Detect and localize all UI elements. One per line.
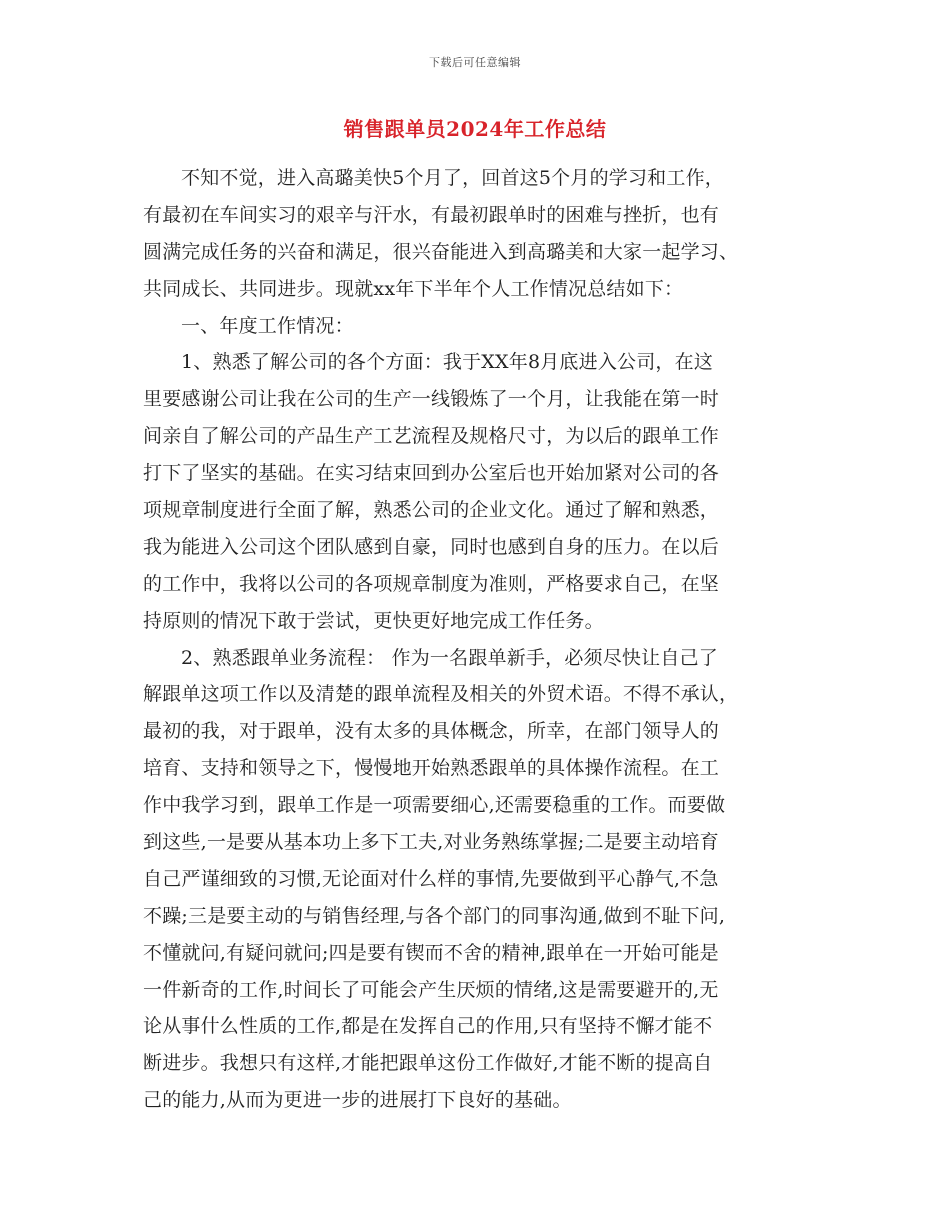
paragraph-line: 不知不觉，进入高璐美快5个月了，回首这5个月的学习和工作， bbox=[181, 167, 724, 189]
section-heading: 一、年度工作情况： bbox=[181, 314, 354, 337]
paragraph-line: 不懂就问,有疑问就问;四是要有锲而不舍的精神,跟单在一开始可能是 bbox=[143, 941, 719, 964]
paragraph-line: 断进步。我想只有这样,才能把跟单这份工作做好,才能不断的提高自 bbox=[143, 1052, 713, 1075]
paragraph-line: 间亲自了解公司的产品生产工艺流程及规格尺寸，为以后的跟单工作 bbox=[143, 425, 720, 448]
paragraph-line: 2、熟悉跟单业务流程： 作为一名跟单新手，必须尽快让自己了 bbox=[181, 646, 718, 669]
paragraph-line: 解跟单这项工作以及清楚的跟单流程及相关的外贸术语。不得不承认， bbox=[143, 683, 739, 706]
paragraph-line: 自己严谨细致的习惯,无论面对什么样的事情,先要做到平心静气,不急 bbox=[143, 867, 719, 890]
paragraph-line: 作中我学习到，跟单工作是一项需要细心,还需要稳重的工作。而要做 bbox=[143, 794, 726, 817]
paragraph-line: 到这些,一是要从基本功上多下工夫,对业务熟练掌握;二是要主动培育 bbox=[143, 831, 719, 854]
paragraph-line: 一件新奇的工作,时间长了可能会产生厌烦的情绪,这是需要避开的,无 bbox=[143, 978, 719, 1001]
paragraph-line: 共同成长、共同进步。现就xx年下半年个人工作情况总结如下： bbox=[143, 277, 684, 300]
paragraph-line: 打下了坚实的基础。在实习结束回到办公室后也开始加紧对公司的各 bbox=[143, 462, 720, 485]
document-body bbox=[143, 160, 808, 1119]
paragraph-line: 最初的我，对于跟单，没有太多的具体概念，所幸，在部门领导人的 bbox=[143, 720, 720, 743]
paragraph-line: 不躁;三是要主动的与销售经理,与各个部门的同事沟通,做到不耻下问, bbox=[143, 904, 726, 927]
paragraph-line: 己的能力,从而为更进一步的进展打下良好的基础。 bbox=[143, 1089, 572, 1112]
document-title: 销售跟单员2024年工作总结 bbox=[343, 117, 607, 141]
paragraph-line: 有最初在车间实习的艰辛与汗水，有最初跟单时的困难与挫折，也有 bbox=[143, 203, 720, 226]
paragraph-line: 我为能进入公司这个团队感到自豪，同时也感到自身的压力。在以后 bbox=[143, 535, 720, 558]
paragraph-line: 培育、支持和领导之下，慢慢地开始熟悉跟单的具体操作流程。在工 bbox=[143, 757, 720, 780]
paragraph-line: 项规章制度进行全面了解，熟悉公司的企业文化。通过了解和熟悉， bbox=[143, 499, 720, 522]
paragraph-line: 里要感谢公司让我在公司的生产一线锻炼了一个月，让我能在第一时 bbox=[143, 388, 720, 411]
paragraph-line: 持原则的情况下敢于尝试，更快更好地完成工作任务。 bbox=[143, 609, 604, 632]
paragraph-line: 圆满完成任务的兴奋和满足，很兴奋能进入到高璐美和大家一起学习、 bbox=[143, 240, 739, 263]
header-note: 下载后可任意编辑 bbox=[429, 56, 521, 69]
paragraph-line: 论从事什么性质的工作,都是在发挥自己的作用,只有坚持不懈才能不 bbox=[143, 1015, 713, 1038]
paragraph-line: 1、熟悉了解公司的各个方面：我于XX年8月底进入公司，在这 bbox=[181, 351, 714, 374]
paragraph-line: 的工作中，我将以公司的各项规章制度为准则，严格要求自己，在坚 bbox=[143, 572, 720, 595]
